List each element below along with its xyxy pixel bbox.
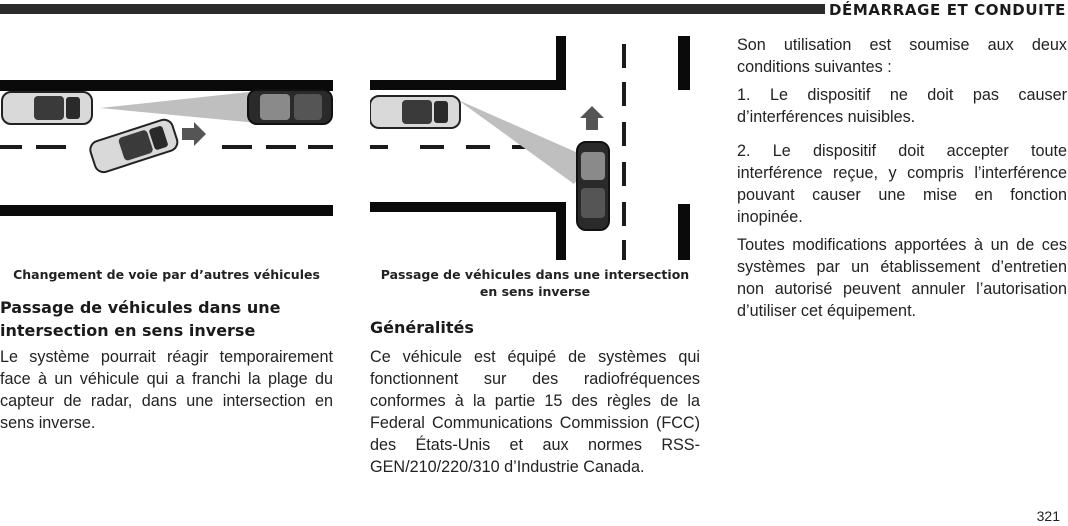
curb [556,36,566,90]
general-paragraph: Ce véhicule est équipé de systèmes qui fonctionnent sur des radiofréquences conformes à la partie 15 des règles de la Federal Communications Commission (FCC) des États-Unis et aux normes RSS-GEN/210/220/310 d’Industrie Canada. [370,348,700,476]
condition-item: 2. Le dispositif doit accepter toute interférence reçue, y compris l’interférence pouvant causer une mise en fonction inopinée. [737,142,1067,226]
condition-item: 1. Le dispositif ne doit pas causer d’interférences nuisibles. [737,86,1067,126]
intersection-illustration [370,36,690,260]
figure-caption-intersection: Passage de véhicules dans une intersection en sens inverse [380,267,690,299]
page-number: 321 [1036,508,1060,524]
figure-intersection [370,36,690,260]
corner-block [370,212,558,260]
curb [556,202,566,260]
conditions-intro: Son utilisation est soumise aux deux conditions suivantes : [737,36,1067,76]
intersection-paragraph: Le système pourrait réagir temporairement face à un véhicule qui a franchi la plage du capteur de radar, dans une intersection en sens inverse. [0,348,333,432]
car-icon [370,96,460,128]
figure-caption-lane-change: Changement de voie par d’autres véhicules [13,267,320,282]
section-title: DÉMARRAGE ET CONDUITE [828,1,1066,19]
car-icon [2,92,92,124]
corner-block [370,36,558,80]
header-rule [0,4,825,14]
section-heading-general: Généralités [370,318,474,337]
curb [370,80,558,90]
car-icon [248,90,332,124]
curb [370,202,558,212]
modifications-paragraph: Toutes modifications apportées à un de ces systèmes par un établissement d’entretien non autorisé peuvent annuler l’autorisation d’utiliser cet équipement. [737,236,1067,320]
car-icon [577,142,609,230]
figure-lane-change [0,36,333,262]
lane-change-illustration [0,36,333,262]
section-heading-intersection: Passage de véhicules dans une intersection en sens inverse [0,298,281,340]
page-header [0,0,1068,22]
